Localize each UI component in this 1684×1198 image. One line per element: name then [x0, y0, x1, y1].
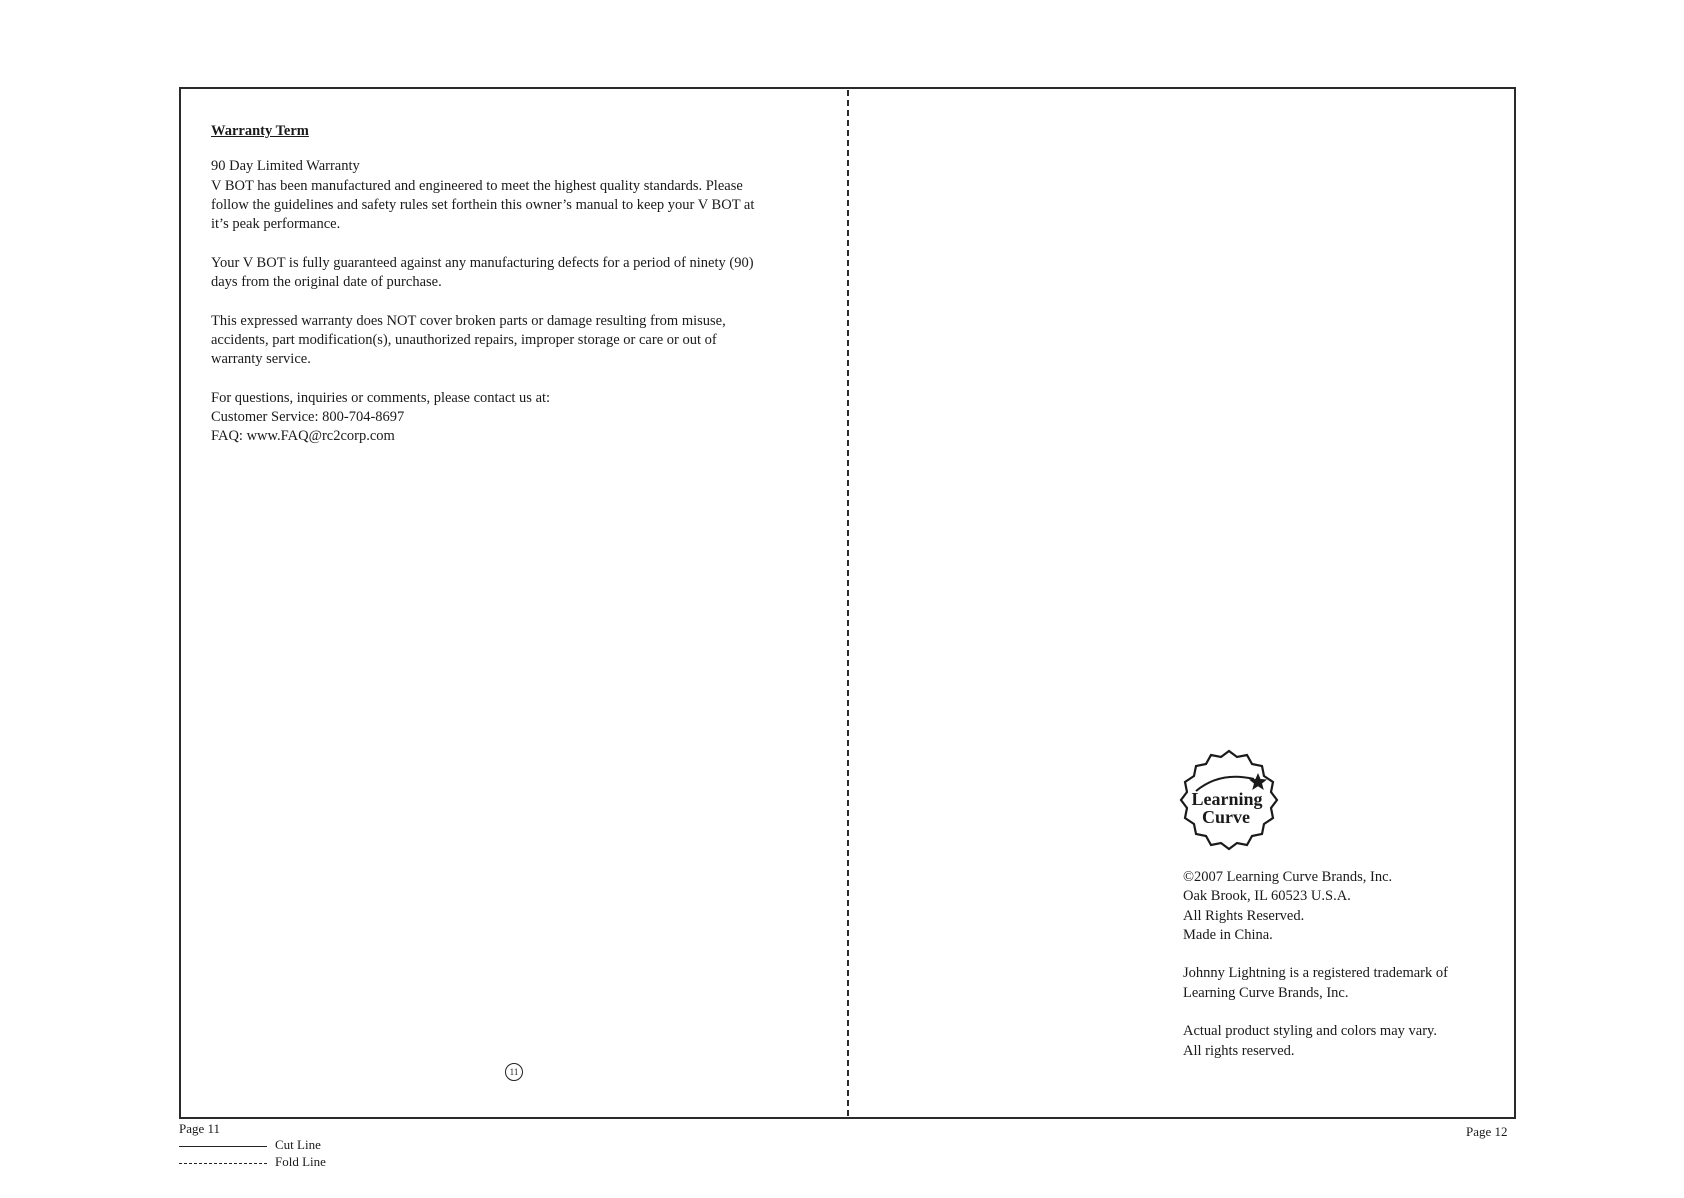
learning-curve-logo — [1176, 747, 1282, 853]
legend-fold-line — [179, 1154, 326, 1170]
company-info — [1183, 868, 1503, 945]
disclaimer — [1183, 1022, 1503, 1061]
warranty-intro — [211, 157, 851, 234]
cut-line-sample — [179, 1146, 267, 1147]
text-line: V BOT has been manufactured and engineered to meet the highest quality standards. Please — [211, 177, 743, 194]
text-line: follow the guidelines and safety rules set forthein this owner’s manual to keep your V BOT at — [211, 196, 755, 213]
customer-service: Customer Service: 800-704-8697 — [211, 409, 405, 426]
made-in-line: Made in China. — [1183, 926, 1273, 943]
page-label-left: Page 11 — [179, 1121, 221, 1136]
rights-line-2: All rights reserved. — [1183, 1042, 1295, 1059]
warranty-exclusions — [211, 312, 851, 370]
text-line: warranty service. — [211, 351, 311, 368]
fold-line-label: Fold Line — [275, 1154, 326, 1169]
logo-text-curve: Curve — [1202, 807, 1250, 827]
address-line: Oak Brook, IL 60523 U.S.A. — [1183, 888, 1351, 905]
text-line: Your V BOT is fully guaranteed against any manufacturing defects for a period of ninety (90) — [211, 254, 754, 271]
warranty-title: 90 Day Limited Warranty — [211, 158, 360, 175]
cut-line-label: Cut Line — [275, 1137, 321, 1152]
faq-contact: FAQ: www.FAQ@rc2corp.com — [211, 428, 395, 445]
logo-text-learning: Learning — [1191, 789, 1263, 809]
warranty-heading: Warranty Term — [211, 123, 309, 139]
contact-intro: For questions, inquiries or comments, please contact us at: — [211, 389, 551, 406]
warranty-section — [211, 122, 851, 466]
text-line: Learning Curve Brands, Inc. — [1183, 984, 1349, 1001]
text-line: Johnny Lightning is a registered trademark of — [1183, 965, 1448, 982]
disclaimer-line: Actual product styling and colors may vary. — [1183, 1023, 1437, 1040]
fold-line-sample — [179, 1163, 267, 1164]
text-line: it’s peak performance. — [211, 216, 341, 233]
text-line: This expressed warranty does NOT cover broken parts or damage resulting from misuse, — [211, 312, 726, 329]
rights-line: All Rights Reserved. — [1183, 907, 1305, 924]
warranty-guarantee — [211, 254, 851, 293]
contact-info — [211, 389, 851, 447]
legend-cut-line — [179, 1137, 321, 1153]
copyright-section — [1183, 868, 1503, 1080]
text-line: days from the original date of purchase. — [211, 274, 442, 291]
trademark-notice — [1183, 964, 1503, 1003]
page-label-right: Page 12 — [1466, 1124, 1508, 1139]
copyright-line: ©2007 Learning Curve Brands, Inc. — [1183, 869, 1393, 885]
text-line: accidents, part modification(s), unauthorized repairs, improper storage or care or out of — [211, 331, 717, 348]
page-number-circle: 11 — [505, 1063, 523, 1081]
